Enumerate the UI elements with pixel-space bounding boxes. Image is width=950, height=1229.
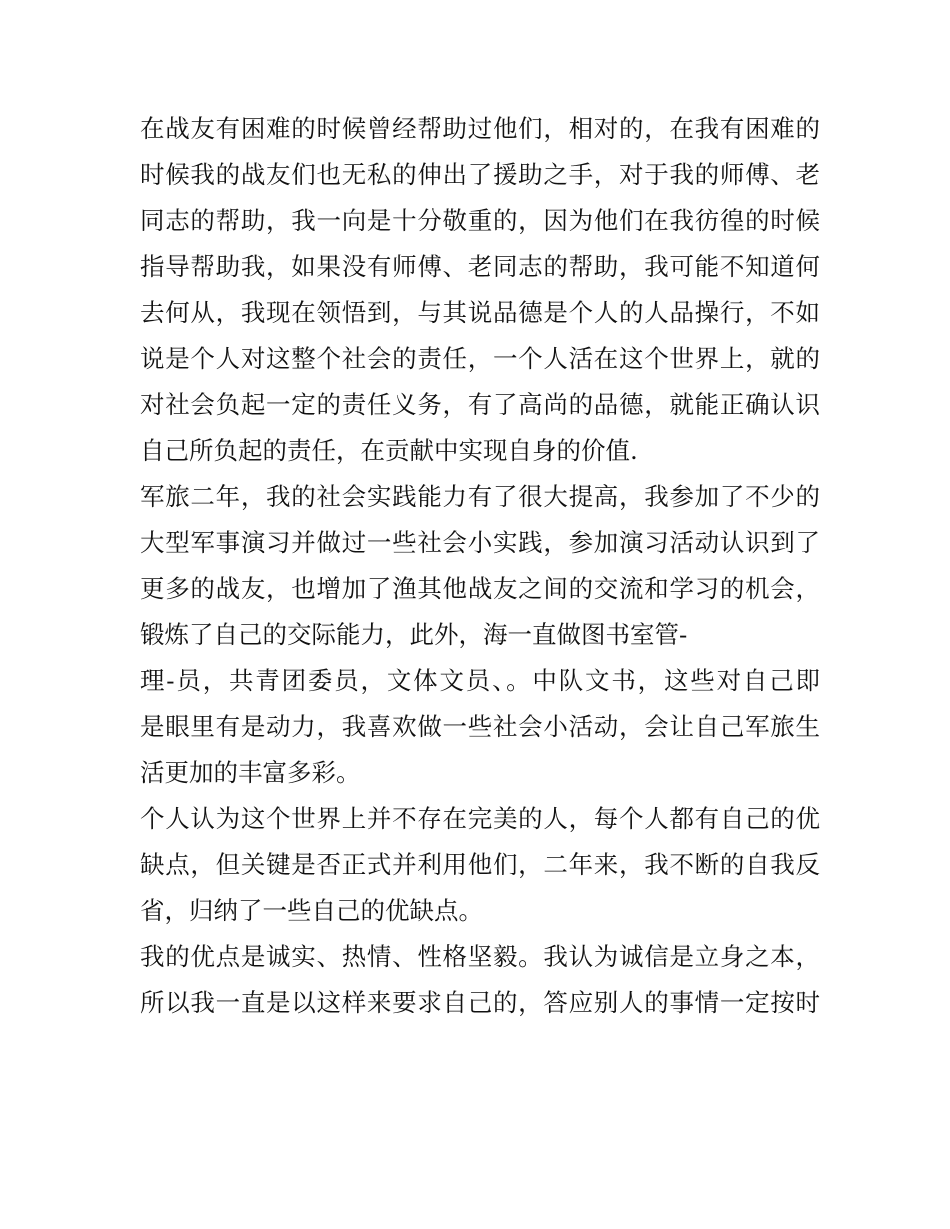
- text-line: 我的优点是诚实、热情、性格坚毅。我认为诚信是立身之本，: [140, 942, 820, 971]
- text-line: 缺点，但关键是否正式并利用他们，二年来，我不断的自我反: [140, 850, 820, 879]
- text-line: 大型军事演习并做过一些社会小实践，参加演习活动认识到了: [140, 528, 820, 557]
- text-line: 更多的战友，也增加了渔其他战友之间的交流和学习的机会，: [140, 574, 820, 603]
- text-line: 时候我的战友们也无私的伸出了援助之手，对于我的师傅、老: [140, 160, 820, 189]
- text-line: 同志的帮助，我一向是十分敬重的，因为他们在我彷徨的时候: [140, 206, 820, 235]
- text-line: 省，归纳了一些自己的优缺点。: [140, 896, 483, 925]
- text-line: 指导帮助我，如果没有师傅、老同志的帮助，我可能不知道何: [140, 252, 820, 281]
- text-line: 锻炼了自己的交际能力，此外，海一直做图书室管-: [140, 620, 688, 649]
- text-line: 军旅二年，我的社会实践能力有了很大提高，我参加了不少的: [140, 482, 820, 511]
- text-line: 说是个人对这整个社会的责任，一个人活在这个世界上，就的: [140, 344, 820, 373]
- body-text: [140, 106, 820, 1026]
- text-line: 在战友有困难的时候曾经帮助过他们，相对的，在我有困难的: [140, 114, 820, 143]
- text-line: 理-员，共青团委员，文体文员、。中队文书，这些对自己即: [140, 666, 820, 695]
- text-line: 活更加的丰富多彩。: [140, 758, 361, 787]
- text-line: 去何从，我现在领悟到，与其说品德是个人的人品操行，不如: [140, 298, 820, 327]
- text-line: 是眼里有是动力，我喜欢做一些社会小活动，会让自己军旅生: [140, 712, 820, 741]
- text-line: 个人认为这个世界上并不存在完美的人，每个人都有自己的优: [140, 804, 820, 833]
- text-line: 自己所负起的责任，在贡献中实现自身的价值.: [140, 436, 638, 465]
- text-line: 对社会负起一定的责任义务，有了高尚的品德，就能正确认识: [140, 390, 820, 419]
- text-line: 所以我一直是以这样来要求自己的，答应别人的事情一定按时: [140, 988, 820, 1017]
